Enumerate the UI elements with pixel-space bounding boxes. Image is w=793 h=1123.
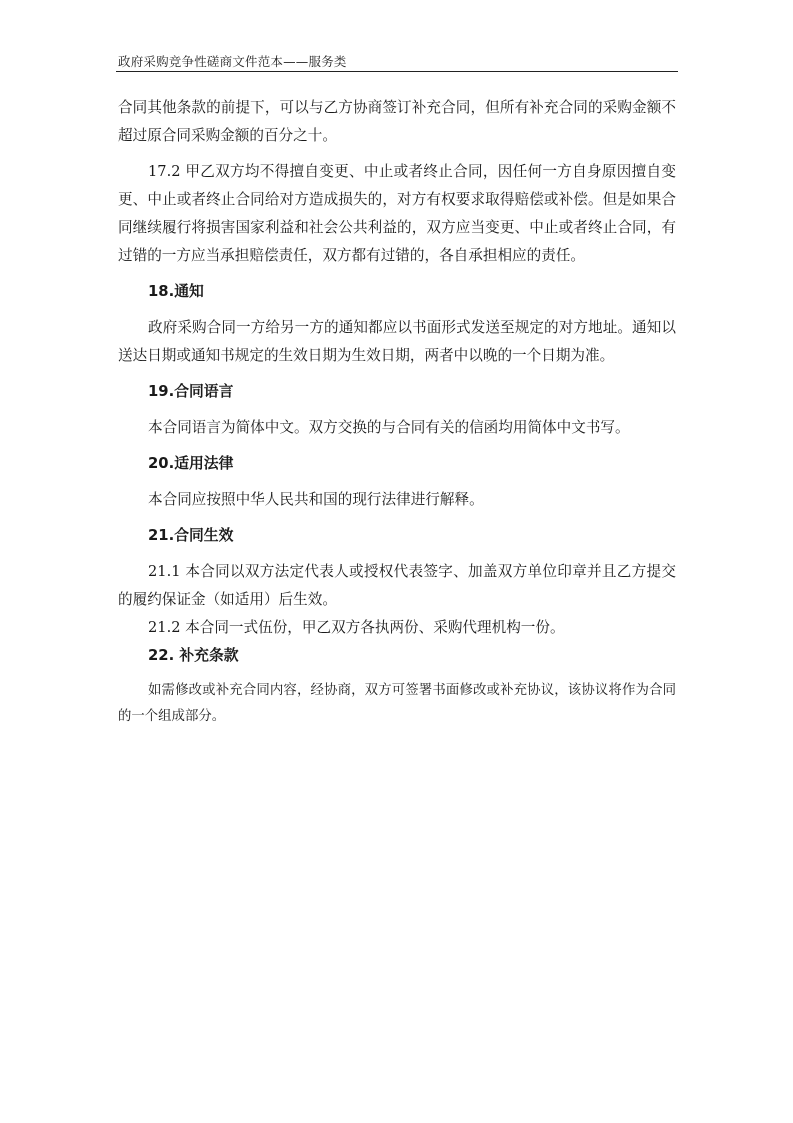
paragraph-21-1: 21.1 本合同以双方法定代表人或授权代表签字、加盖双方单位印章并且乙方提交的履约保证金（如适用）后生效。 [118,563,676,608]
header-divider [116,71,678,72]
document-body [118,94,676,730]
section-heading-21: 21.合同生效 [148,527,234,544]
section-heading-20: 20.适用法律 [148,455,234,472]
paragraph-21-2: 21.2 本合同一式伍份，甲乙双方各执两份、采购代理机构一份。 [148,619,565,636]
section-heading-18: 18.通知 [148,283,204,300]
section-heading-19: 19.合同语言 [148,383,234,400]
paragraph-22: 如需修改或补充合同内容，经协商，双方可签署书面修改或补充协议，该协议将作为合同的一个组成部分。 [118,683,676,724]
paragraph-19: 本合同语言为简体中文。双方交换的与合同有关的信函均用简体中文书写。 [148,419,630,436]
paragraph-continuation: 合同其他条款的前提下，可以与乙方协商签订补充合同，但所有补充合同的采购金额不超过原合同采购金额的百分之十。 [118,99,676,144]
page-header: 政府采购竞争性磋商文件范本——服务类 [118,54,347,69]
paragraph-17-2: 17.2 甲乙双方均不得擅自变更、中止或者终止合同，因任何一方自身原因擅自变更、中止或者终止合同给对方造成损失的，对方有权要求取得赔偿或补偿。但是如果合同继续履行将损害国家利益和社会公共利益的，双方应当变更、中止或者终止合同，有过错的一方应当承担赔偿责任，双方都有过错的，各自承担相应的责任。 [118,163,676,264]
section-heading-22: 22. 补充条款 [148,647,239,664]
paragraph-18: 政府采购合同一方给另一方的通知都应以书面形式发送至规定的对方地址。通知以送达日期或通知书规定的生效日期为生效日期，两者中以晚的一个日期为准。 [118,319,676,364]
paragraph-20: 本合同应按照中华人民共和国的现行法律进行解释。 [148,491,484,508]
